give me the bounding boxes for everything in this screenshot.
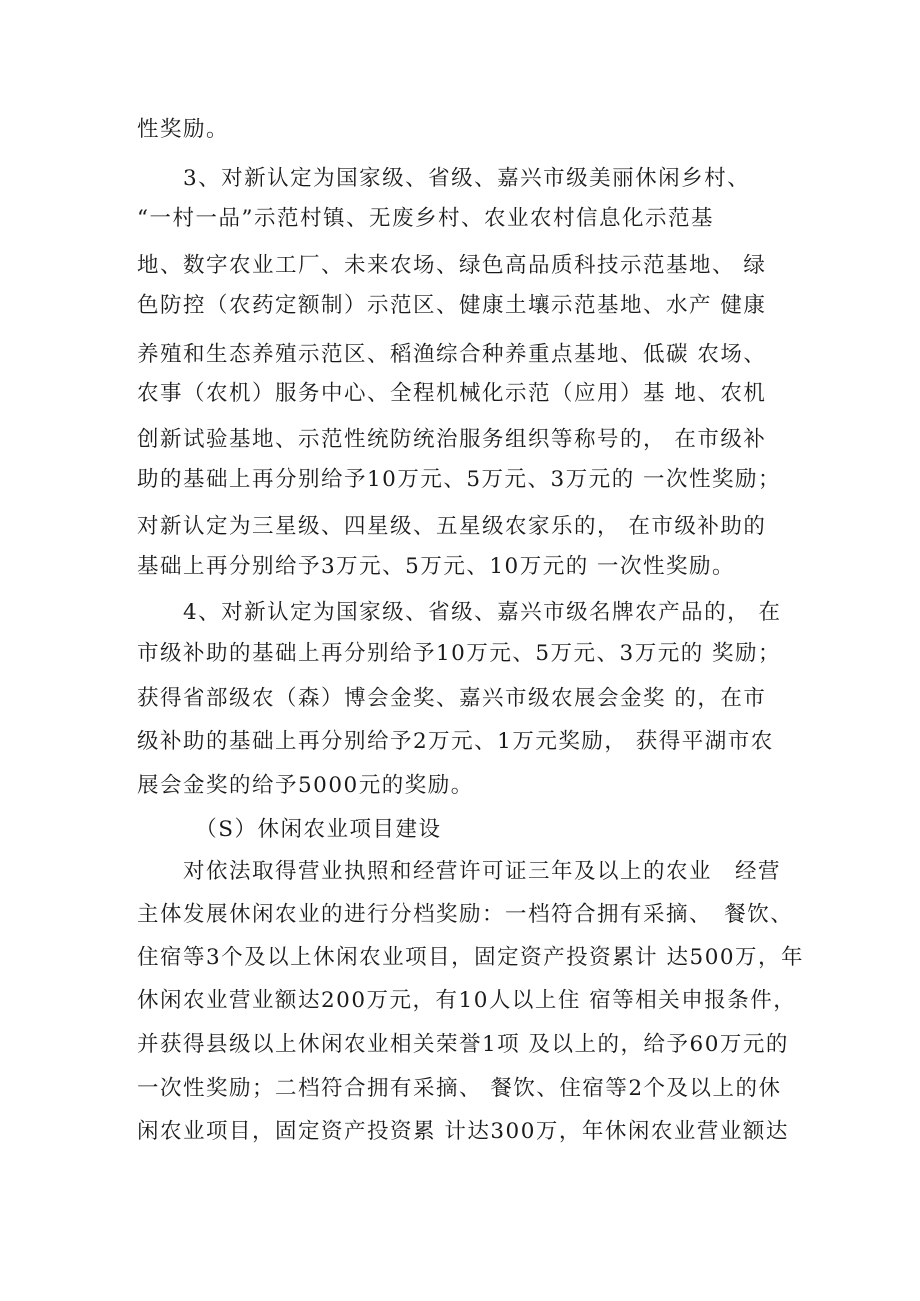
text-line: 4、对新认定为国家级、省级、嘉兴市级名牌农产品的， 在 [137, 600, 782, 625]
section-heading: （S）休闲农业项目建设 [137, 817, 442, 842]
text-line: 养殖和生态养殖示范区、稻渔综合种养重点基地、低碳 农场、 [137, 342, 767, 367]
text-line: 一次性奖励；二档符合拥有采摘、 餐饮、住宿等2个及以上的休 [137, 1076, 782, 1101]
text-line: “一村一品”示范村镇、无废乡村、农业农村信息化示范基 [137, 206, 714, 231]
text-line: 性奖励。 [137, 117, 230, 142]
text-line: 获得省部级农（森）博会金奖、嘉兴市级农展会金奖 的，在市 [137, 686, 767, 711]
text-line: 3、对新认定为国家级、省级、嘉兴市级美丽休闲乡村、 [137, 166, 751, 191]
text-line: 色防控（农药定额制）示范区、健康土壤示范基地、水产 健康 [137, 293, 767, 318]
text-line: 闲农业项目，固定资产投资累 计达300万，年休闲农业营业额达 [137, 1119, 789, 1144]
text-line: 基础上再分别给予3万元、5万元、10万元的 一次性奖励。 [137, 554, 736, 579]
text-line: 并获得县级以上休闲农业相关荣誉1项 及以上的，给予60万元的 [137, 1032, 789, 1057]
text-line: 对新认定为三星级、四星级、五星级农家乐的， 在市级补助的 [137, 514, 767, 539]
text-line: 对依法取得营业执照和经营许可证三年及以上的农业 经营 [137, 859, 782, 884]
text-line: 级补助的基础上再分别给予2万元、1万元奖励， 获得平湖市农 [137, 729, 774, 754]
text-line: 主体发展休闲农业的进行分档奖励：一档符合拥有采摘、 餐饮、 [137, 902, 794, 927]
text-line: 展会金奖的给予5000元的奖励。 [137, 773, 474, 798]
text-line: 市级补助的基础上再分别给予10万元、5万元、3万元的 奖励； [137, 641, 782, 666]
text-line: 农事（农机）服务中心、全程机械化示范（应用）基 地、农机 [137, 381, 767, 406]
text-line: 助的基础上再分别给予10万元、5万元、3万元的 一次性奖励； [137, 467, 782, 492]
text-line: 住宿等3个及以上休闲农业项目，固定资产投资累计 达500万，年 [137, 945, 805, 970]
text-line: 休闲农业营业额达200万元，有10人以上住 宿等相关申报条件， [137, 988, 797, 1013]
text-line: 创新试验基地、示范性统防统治服务组织等称号的， 在市级补 [137, 427, 767, 452]
text-line: 地、数字农业工厂、未来农场、绿色高品质科技示范基地、 绿 [137, 253, 767, 278]
